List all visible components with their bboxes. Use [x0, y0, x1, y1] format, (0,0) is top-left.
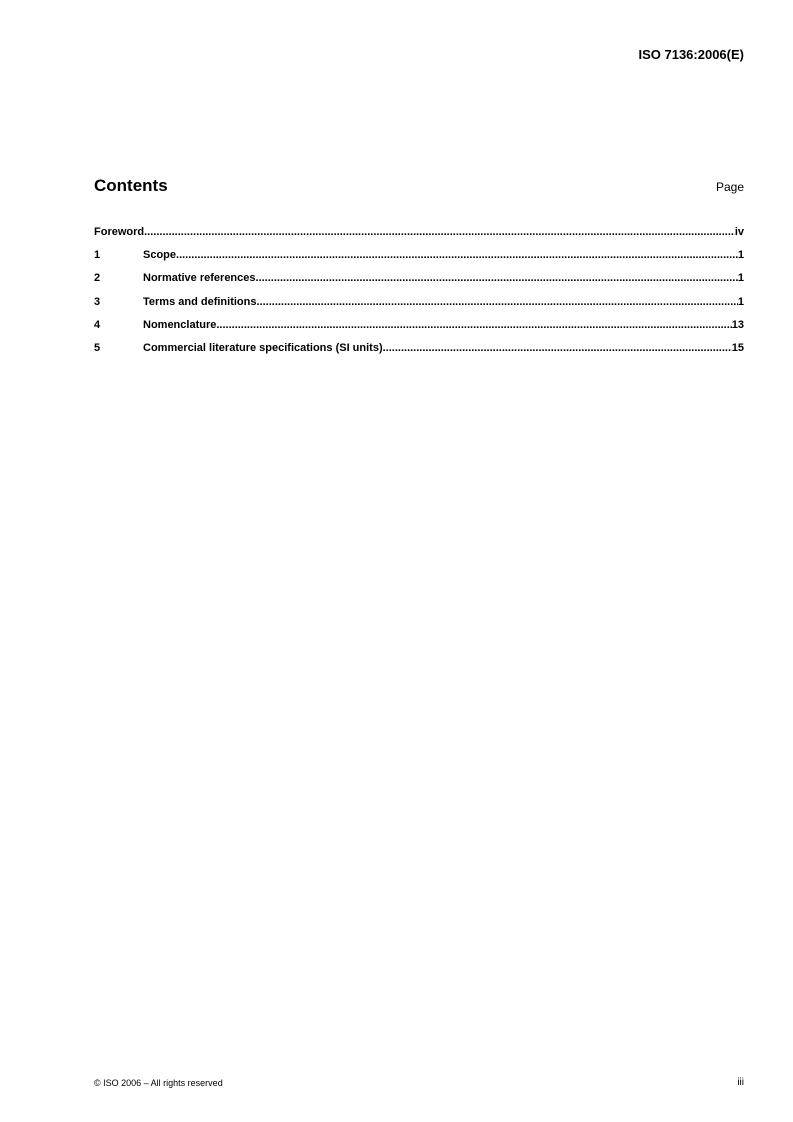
toc-entry-title: Foreword	[94, 226, 145, 238]
contents-header	[94, 175, 744, 197]
table-of-contents	[94, 225, 744, 364]
toc-entry-page: 13	[731, 318, 744, 331]
toc-entry-number: 5	[94, 341, 101, 354]
toc-leader-dots	[176, 248, 738, 262]
toc-entry-commercial-literature-specifications[interactable]	[94, 341, 744, 364]
page-column-label: Page	[715, 180, 744, 194]
toc-entry-page: 1	[737, 272, 744, 285]
page-footer	[94, 1076, 744, 1090]
toc-leader-dots	[216, 318, 731, 332]
toc-entry-normative-references[interactable]	[94, 271, 744, 294]
toc-leader-dots	[144, 225, 735, 239]
toc-entry-scope[interactable]	[94, 248, 744, 271]
toc-entry-page: iv	[734, 226, 744, 238]
document-id: ISO 7136:2006(E)	[638, 47, 744, 62]
toc-entry-foreword[interactable]	[94, 225, 744, 248]
toc-entry-title: Scope	[143, 249, 177, 262]
page-number: iii	[737, 1077, 744, 1088]
toc-leader-dots	[383, 341, 732, 355]
toc-entry-title: Normative references	[143, 272, 256, 285]
toc-entry-title: Nomenclature	[143, 318, 217, 331]
toc-entry-title: Commercial literature specifications (SI units)	[143, 341, 383, 354]
toc-entry-page: 1	[737, 295, 744, 308]
toc-entry-page: 15	[731, 341, 744, 354]
toc-entry-number: 1	[94, 249, 101, 262]
toc-entry-number: 2	[94, 272, 101, 285]
toc-entry-title: Terms and definitions	[143, 295, 257, 308]
toc-leader-dots	[256, 295, 737, 309]
copyright-notice: © ISO 2006 – All rights reserved	[94, 1078, 223, 1088]
toc-leader-dots	[256, 271, 738, 285]
toc-entry-page: 1	[737, 249, 744, 262]
contents-title: Contents	[94, 176, 168, 195]
toc-entry-terms-and-definitions[interactable]	[94, 295, 744, 318]
toc-entry-number: 4	[94, 318, 101, 331]
toc-entry-number: 3	[94, 295, 101, 308]
toc-entry-nomenclature[interactable]	[94, 318, 744, 341]
